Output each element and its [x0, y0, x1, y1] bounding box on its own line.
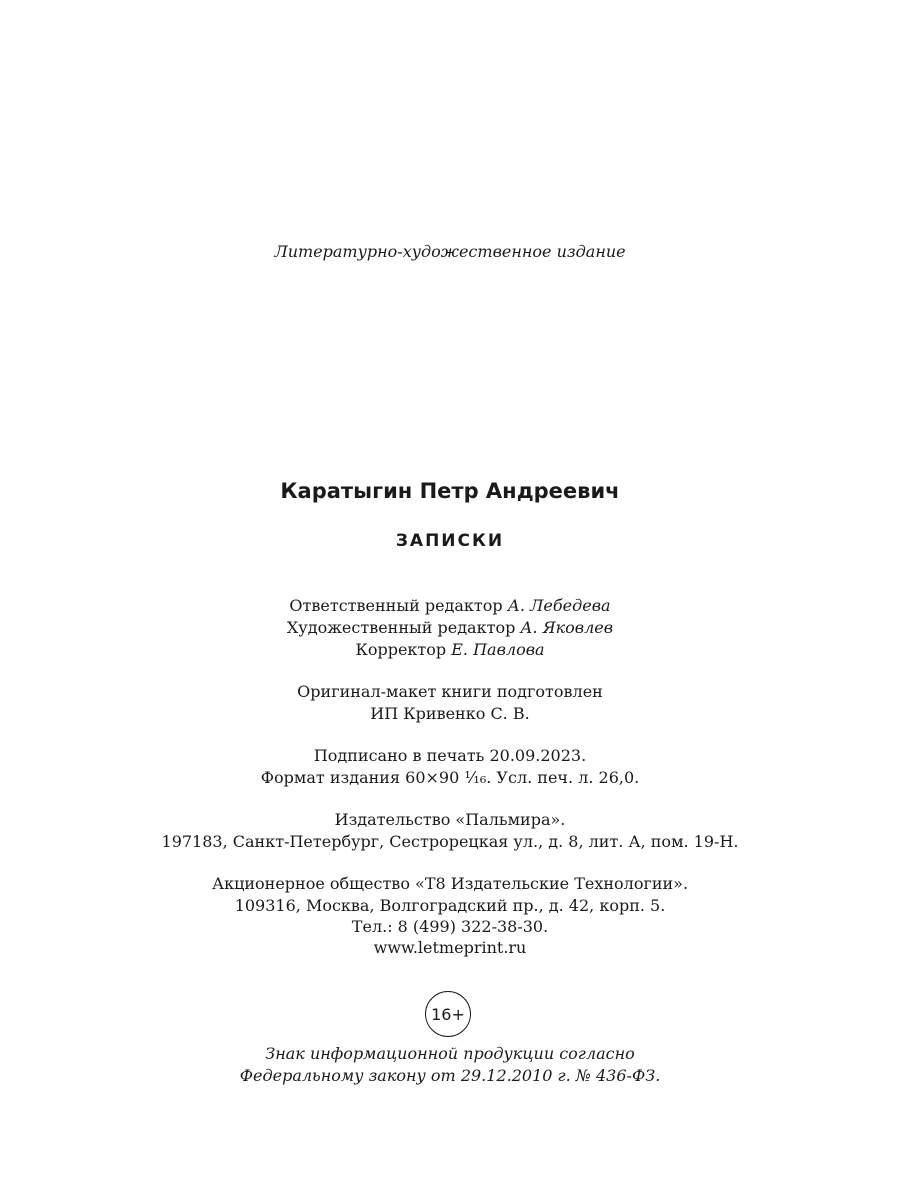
printer-name: Акционерное общество «Т8 Издательские Технологии».	[211, 874, 689, 893]
credit-label: Художественный редактор	[286, 618, 516, 637]
credit-proofreader	[0, 640, 900, 660]
publisher-address: 197183, Санкт-Петербург, Сестрорецкая ул., д. 8, лит. А, пом. 19-Н.	[161, 832, 739, 851]
layout-info-line: Оригинал-макет книги подготовлен	[297, 682, 603, 701]
legal-notice-line: Знак информационной продукции согласно	[265, 1044, 635, 1063]
credit-person: Е. Павлова	[451, 640, 545, 659]
credit-label: Корректор	[355, 640, 447, 659]
credit-responsible-editor	[0, 596, 900, 616]
printer-website: www.letmeprint.ru	[373, 938, 527, 957]
legal-notice-line: Федеральному закону от 29.12.2010 г. № 436-ФЗ.	[239, 1066, 661, 1085]
printer-address: 109316, Москва, Волгоградский пр., д. 42, корп. 5.	[234, 896, 666, 915]
age-rating-badge: 16+	[425, 991, 471, 1037]
credit-person: А. Яковлев	[520, 618, 614, 637]
publisher-name: Издательство «Пальмира».	[334, 810, 566, 829]
credit-label: Ответственный редактор	[289, 596, 503, 615]
credit-art-editor	[0, 618, 900, 638]
print-format: Формат издания 60×90 ¹⁄₁₆. Усл. печ. л. 26,0.	[260, 768, 640, 787]
printer-phone: Тел.: 8 (499) 322-38-30.	[351, 917, 549, 936]
credit-person: А. Лебедева	[507, 596, 611, 615]
edition-type: Литературно-художественное издание	[274, 242, 626, 261]
book-title: ЗАПИСКИ	[395, 531, 505, 551]
author-name: Каратыгин Петр Андреевич	[280, 479, 620, 503]
layout-info-line: ИП Кривенко С. В.	[370, 704, 530, 723]
print-signed: Подписано в печать 20.09.2023.	[313, 746, 587, 765]
